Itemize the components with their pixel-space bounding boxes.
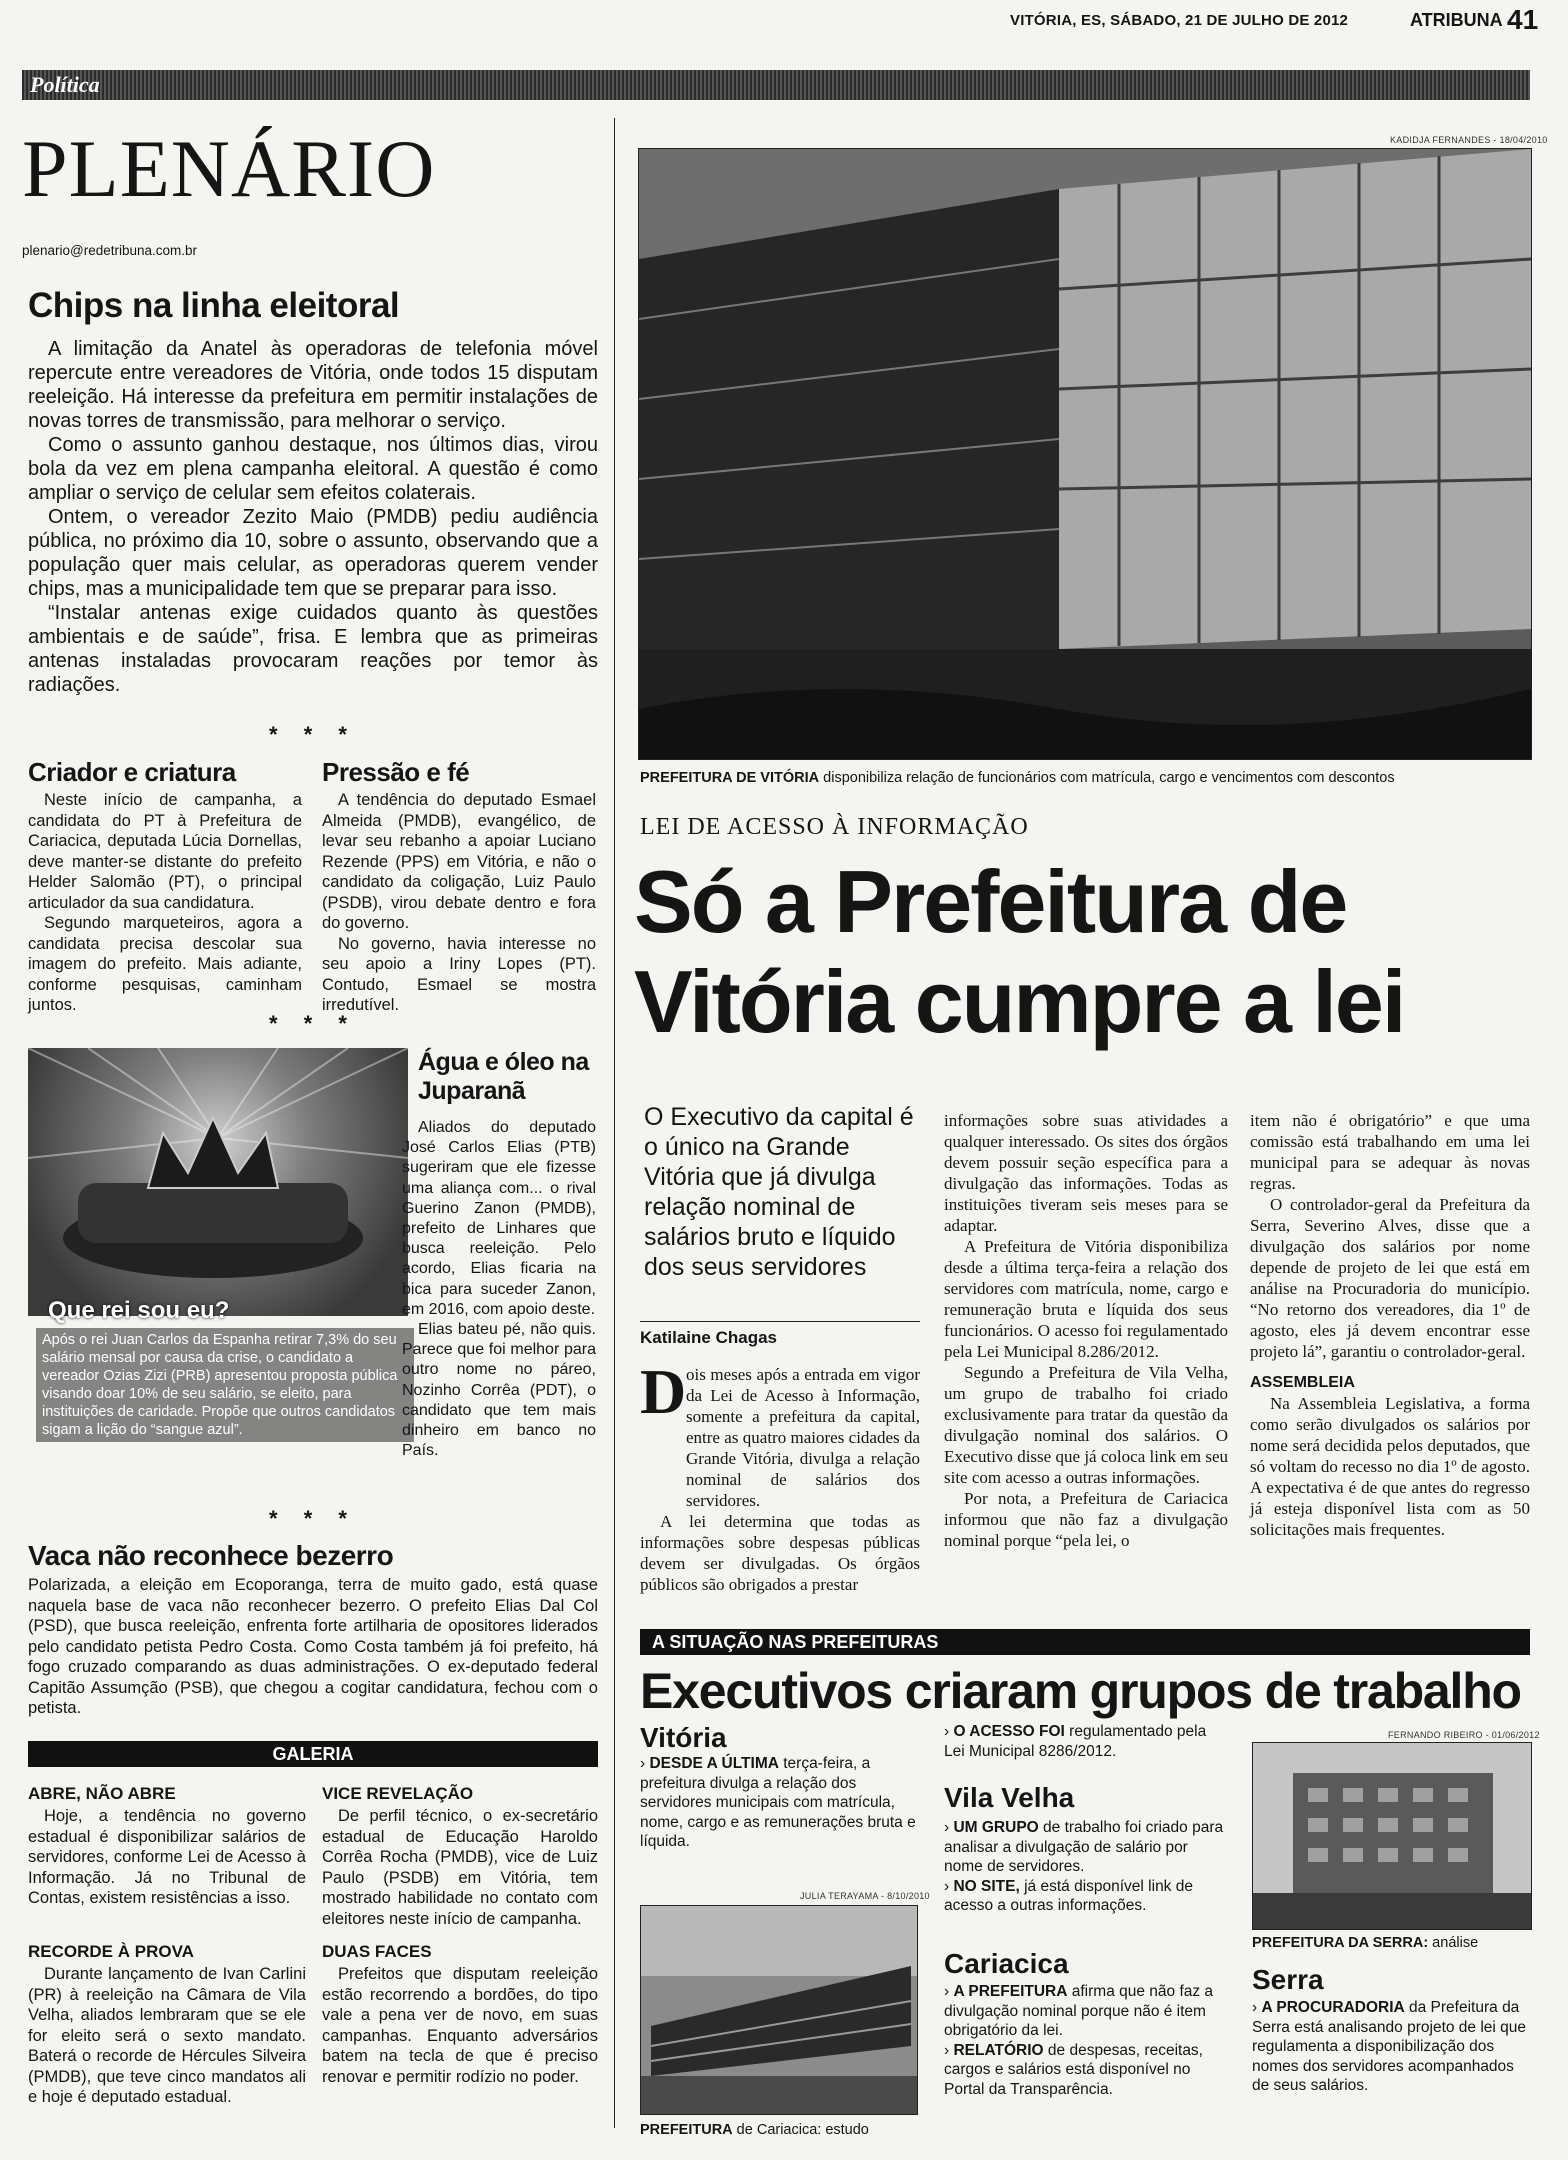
main-paragraph: A lei determina que todas as informações sobre despesas públicas devem ser divulgadas. Os órgãos públicos são obrigados a prestar (640, 1512, 920, 1594)
city-cariacica: Cariacica (944, 1948, 1069, 1979)
lead-paragraph: “Instalar antenas exige cuidados quanto às questões ambientais e de saúde”, frisa. E lembra que as primeiras antenas instaladas provocaram reações por temor às radiações. (28, 602, 598, 696)
bullet-lead: UM GRUPO (953, 1819, 1039, 1836)
separator: * * * (269, 722, 357, 747)
quem-rei-text: Após o rei Juan Carlos da Espanha retirar 7,3% do seu salário mensal por causa da crise, o candidato a vereador Ozias Zizi (PRB) apresentou proposta pública visando doar 10% de seu salário, se eleito, para instituições de caridade. Propõe que outros candidatos sigam a lição do “sangue azul”. (36, 1328, 414, 1442)
column-email: plenario@redetribuna.com.br (22, 243, 198, 258)
bullet-text: terça-feira, a prefeitura divulga a relação dos servidores municipais com matrícula, nome, cargo e as remunerações bruta e líquida. (640, 1755, 916, 1850)
caption-text: análise (1428, 1935, 1479, 1951)
crown-illustration (28, 1048, 408, 1316)
bullet-lead: A PROCURADORIA (1261, 1999, 1405, 2016)
bullet: › NO SITE, já está disponível link de acesso a outras informações. (944, 1877, 1193, 1914)
galeria-text: Prefeitos que disputam reeleição estão recorrendo a bordões, do tipo vale a pena ver de novo, em suas campanhas. Enquanto adversários batem na tecla de que é preciso renovar e permitir rodízio no poder. (322, 1965, 598, 2086)
bullet: › RELATÓRIO de despesas, receitas, cargos e salários está disponível no Portal da Transparência. (944, 2041, 1203, 2098)
lead-paragraph: A limitação da Anatel às operadoras de telefonia móvel repercute entre vereadores de Vitória, onde todos 15 disputam reeleição. Há interesse da prefeitura em permitir instalações de novas torres de transmissão, para melhorar o serviço. (28, 338, 598, 432)
galeria-text: Durante lançamento de Ivan Carlini (PR) à reeleição na Câmara de Vila Velha, aliados lembraram que se ele for eleito será o sexto mandato. Baterá o recorde de Hércules Silveira (PMDB), que teve cinco mandatos ali e hoje é deputado estadual. (28, 1965, 306, 2106)
vaca-headline: Vaca não reconhece bezerro (28, 1540, 394, 1571)
agua-headline: Água e óleo na Juparanã (418, 1048, 589, 1105)
photo-caption-bold: PREFEITURA DE VITÓRIA (640, 770, 820, 786)
bullet-text: regulamentado pela Lei Municipal 8286/2012. (944, 1723, 1207, 1760)
criador-paragraph: Neste início de campanha, a candidata do PT à Prefeitura de Cariacica, deputada Lúcia Dornellas, deve manter-se distante do prefeito Helder Salomão (PT), o principal articulador da sua candidatura. (28, 791, 302, 912)
criador-text (28, 790, 302, 1016)
section-label: Política (30, 72, 100, 97)
pressao-paragraph: A tendência do deputado Esmael Almeida (PMDB), evangélico, de levar seu rebanho a apoiar Luciano Rezende (PPS) em Vitória, e não o candidato da coligação, Luiz Paulo (PSDB), virou debate dentro e fora do governo. (322, 791, 596, 932)
city-vila-velha: Vila Velha (944, 1782, 1075, 1813)
main-paragraph: item não é obrigatório” e que uma comissão está trabalhando em uma lei municipal para se adequar às novas regras. (1250, 1111, 1530, 1193)
bullet-lead: RELATÓRIO (953, 2041, 1044, 2059)
caption-bold: PREFEITURA (640, 2122, 733, 2138)
bullet-lead: DESDE A ÚLTIMA (649, 1755, 779, 1772)
bullet-text: de trabalho foi criado para analisar a divulgação de salário por nome de servidores. (944, 1819, 1224, 1875)
section-banner (22, 70, 1530, 100)
city-serra: Serra (1252, 1964, 1324, 1995)
byline-rule (640, 1321, 920, 1322)
lead-headline: Chips na linha eleitoral (28, 286, 400, 325)
crown-icon (28, 1048, 408, 1316)
main-col-2 (944, 1110, 1228, 1551)
prefeitura-vitoria-photo (638, 148, 1532, 760)
serra-photo (1252, 1742, 1532, 1930)
main-paragraph: Segundo a Prefeitura de Vila Velha, um grupo de trabalho foi criado exclusivamente para tratar da questão da divulgação nominal dos salários. O Executivo disse que já coloca link em seu site com acesso a outras informações. (944, 1363, 1228, 1487)
main-col-3 (1250, 1110, 1530, 1540)
situacao-headline: Executivos criaram grupos de trabalho (640, 1663, 1521, 1719)
pressao-paragraph: No governo, havia interesse no seu apoio a Iriny Lopes (PT). Contudo, Esmael se mostra irredutível. (322, 934, 596, 1014)
separator: * * * (269, 1011, 357, 1036)
bullet-text: da Prefeitura da Serra está analisando projeto de lei que regulamenta a disponibilização dos nomes dos servidores acompanhados de seus salários. (1252, 1999, 1527, 2094)
galeria-title: VICE REVELAÇÃO (322, 1784, 474, 1803)
column-title: PLENÁRIO (22, 123, 436, 214)
vaca-text: Polarizada, a eleição em Ecoporanga, terra de muito gado, está quase naquela base de vaca não reconhecer bezerro. O prefeito Elias Dal Col (PSD), que busca reeleição, enfrenta forte artilharia de opositores liderados pelo candidato petista Pedro Costa. Como Costa também já foi prefeito, há fogo cruzado comparando as duas administrações. O ex-deputado federal Capitão Assumção (PSB), que chegou a cogitar candidatura, fechou com o petista. (28, 1576, 598, 1717)
galeria-text: De perfil técnico, o ex-secretário estadual de Educação Haroldo Corrêa Rocha (PMDB), vice de Luiz Paulo (PSDB) em Vitória, tem mostrado habilidade no contato com eleitores neste início de campanha. (322, 1807, 598, 1928)
bullet-text: afirma que não faz a divulgação nominal porque não é item obrigatório da lei. (944, 1983, 1214, 2039)
lead-paragraph: Como o assunto ganhou destaque, nos últimos dias, virou bola da vez em plena campanha eleitoral. A questão é como ampliar o serviço de celular sem efeitos colaterais. (28, 434, 598, 504)
situacao-bar: A SITUAÇÃO NAS PREFEITURAS (640, 1629, 1530, 1655)
agua-paragraph: Elias bateu pé, não quis. Parece que foi melhor para outro nome no páreo, Nozinho Corrêa (PDT), o candidato que tem mais dinheiro em banco no País. (402, 1321, 596, 1460)
cariacica-caption (640, 2122, 869, 2138)
serra-bullet: › A PROCURADORIA da Prefeitura da Serra está analisando projeto de lei que regulamenta a disponibilização dos nomes dos servidores acompanhados de seus salários. (1252, 1999, 1527, 2094)
kicker: LEI DE ACESSO À INFORMAÇÃO (640, 814, 1029, 840)
photo-caption (640, 770, 1532, 786)
deck: O Executivo da capital é o único na Grande Vitória que já divulga relação nominal de salários bruto e líquido dos seus servidores (644, 1103, 914, 1281)
cariacica-photo (640, 1905, 918, 2115)
main-headline-line-2: Vitória cumpre a lei (634, 952, 1405, 1051)
city-vitoria: Vitória (640, 1722, 727, 1753)
drop-cap: D (640, 1356, 687, 1427)
galeria-text: Hoje, a tendência no governo estadual é disponibilizar salários de servidores, conforme Lei de Acesso à Informação. Já no Tribunal de Contas, existem resistências a isso. (28, 1807, 306, 1907)
main-paragraph: informações sobre suas atividades a qualquer interessado. Os sites dos órgãos devem possuir seção específica para a divulgação das informações. Todas as instituições tiveram seis meses para se adaptar. (944, 1111, 1228, 1235)
main-headline-line-1: Só a Prefeitura de (634, 852, 1347, 951)
main-paragraph: Por nota, a Prefeitura de Cariacica informou que não faz a divulgação nominal porque “pela lei, o (944, 1489, 1228, 1550)
main-paragraph: A Prefeitura de Vitória disponibiliza desde a última terça-feira a relação dos servidores com matrícula, nome, cargo e remuneração bruta e líquida dos seus funcionários. O acesso foi regulamentado pela Lei Municipal 8.286/2012. (944, 1237, 1228, 1361)
pressao-text (322, 790, 596, 1016)
caption-bold: PREFEITURA DA SERRA: (1252, 1935, 1429, 1951)
galeria-title: DUAS FACES (322, 1942, 432, 1961)
main-paragraph: O controlador-geral da Prefeitura da Serra, Severino Alves, disse que a divulgação dos salários por nome depende de projeto de lei que está em análise na Procuradoria do município. “No retorno dos vereadores, dia 1º de agosto, eles já devem encontrar esse projeto lá”, garantiu o controlador-geral. (1250, 1195, 1530, 1361)
vila-velha-bullets (944, 1818, 1228, 1916)
lead-text (28, 337, 598, 697)
galeria-title: ABRE, NÃO ABRE (28, 1784, 176, 1803)
pressao-headline: Pressão e fé (322, 757, 470, 787)
vitoria-bullet: › O ACESSO FOI regulamentado pela Lei Municipal 8286/2012. (944, 1723, 1207, 1760)
bullet-lead: NO SITE, (953, 1877, 1020, 1895)
vitoria-bullet: › DESDE A ÚLTIMA terça-feira, a prefeitura divulga a relação dos servidores municipais com matrícula, nome, cargo e as remunerações bruta e líquida. (640, 1755, 916, 1850)
bullet-lead: O ACESSO FOI (953, 1723, 1065, 1740)
page-number: 41 (1507, 4, 1539, 35)
agua-paragraph: Aliados do deputado José Carlos Elias (PTB) sugeriram que ele fizesse uma aliança com... o rival Guerino Zanon (PMDB), prefeito de Linhares que busca reeleição. Pelo acordo, Elias ficaria na bica para suceder Zanon, em 2016, com apoio deste. (402, 1119, 596, 1318)
galeria-bar: GALERIA (28, 1741, 598, 1767)
bullet-text: já está disponível link de acesso a outras informações. (944, 1877, 1193, 1914)
column-divider (614, 118, 615, 2128)
dateline: VITÓRIA, ES, SÁBADO, 21 DE JULHO DE 2012 (1010, 12, 1349, 29)
main-paragraph: Na Assembleia Legislativa, a forma como serão divulgados os salários por nome será decidida pelos deputados, que só voltam do recesso no dia 1º de agosto. A expectativa é de que antes do regresso já esteja disponível lista com as 50 solicitações mais frequentes. (1250, 1394, 1530, 1539)
serra-caption (1252, 1935, 1478, 1951)
bullet: › UM GRUPO de trabalho foi criado para analisar a divulgação de salário por nome de servidores. (944, 1819, 1224, 1875)
separator: * * * (269, 1506, 357, 1531)
main-col-1 (640, 1356, 920, 1595)
assembleia-subhead: ASSEMBLEIA (1250, 1374, 1355, 1391)
agua-text (402, 1118, 596, 1461)
bullet-lead: A PREFEITURA (953, 1983, 1068, 2000)
lead-paragraph: Ontem, o vereador Zezito Maio (PMDB) pediu audiência pública, no próximo dia 10, sobre o assunto, observando que a população quer mais celular, as operadoras querem vender chips, mas a municipalidade tem que se preparar para isso. (28, 506, 598, 600)
photo-caption-text: disponibiliza relação de funcionários com matrícula, cargo e vencimentos com descontos (819, 770, 1395, 786)
quem-rei-headline: Que rei sou eu? (48, 1297, 230, 1324)
photo-credit: FERNANDO RIBEIRO - 01/06/2012 (1388, 1730, 1540, 1740)
bullet: › A PREFEITURA afirma que não faz a divulgação nominal porque não é item obrigatório da lei. (944, 1983, 1214, 2039)
newspaper-name: ATRIBUNA (1410, 10, 1503, 30)
cariacica-bullets (944, 1982, 1228, 2099)
photo-credit: KADIDJA FERNANDES - 18/04/2010 (1390, 135, 1548, 145)
criador-headline: Criador e criatura (28, 757, 236, 787)
bullet-text: de despesas, receitas, cargos e salários está disponível no Portal da Transparência. (944, 2041, 1203, 2098)
caption-text: de Cariacica: estudo (732, 2122, 869, 2138)
main-paragraph: ois meses após a entrada em vigor da Lei de Acesso à Informação, somente a prefeitura da capital, entre as quatro maiores cidades da Grande Vitória, divulga a relação nominal de salários dos servidores. (686, 1365, 920, 1510)
galeria-title: RECORDE À PROVA (28, 1942, 194, 1961)
photo-credit: JULIA TERAYAMA - 8/10/2010 (800, 1891, 930, 1901)
criador-paragraph: Segundo marqueteiros, agora a candidata precisa descolar sua imagem do prefeito. Mais adiante, conforme pesquisas, caminham juntos. (28, 914, 302, 1014)
byline: Katilaine Chagas (640, 1328, 777, 1347)
